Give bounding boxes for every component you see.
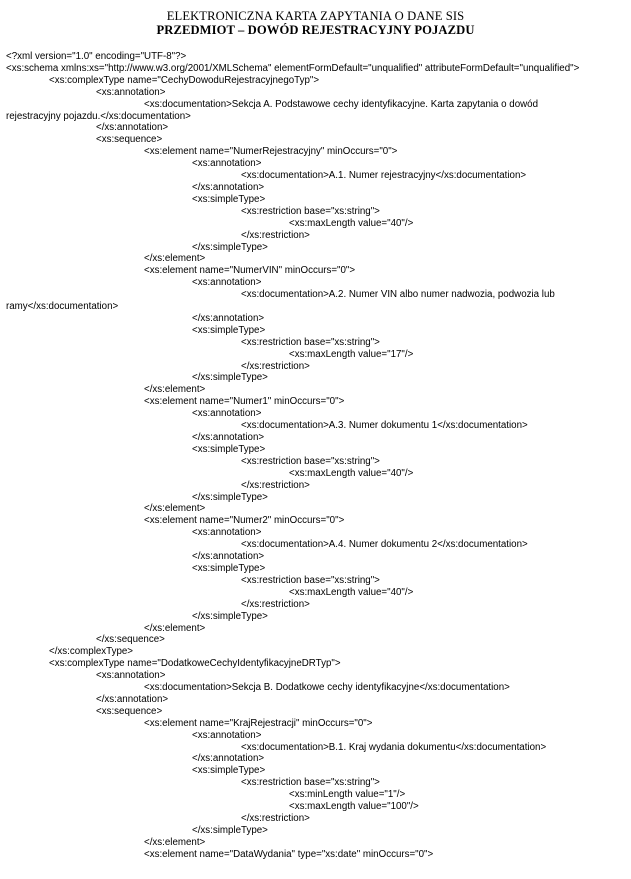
xml-line: <xs:restriction base="xs:string">	[241, 336, 380, 348]
xml-line: </xs:restriction>	[241, 479, 310, 491]
xml-line: <xs:maxLength value="40"/>	[289, 467, 414, 479]
xml-line: </xs:annotation>	[192, 432, 265, 443]
xml-line: </xs:simpleType>	[192, 610, 268, 622]
xml-line: rejestracyjny pojazdu.</xs:documentation>	[6, 110, 191, 122]
xml-line: </xs:annotation>	[192, 753, 265, 765]
xml-line: </xs:restriction>	[241, 360, 310, 372]
xml-line: <xs:restriction base="xs:string">	[241, 777, 380, 789]
document-subtitle: PRZEDMIOT – DOWÓD REJESTRACYJNY POJAZDU	[156, 23, 475, 37]
xml-line: <xs:annotation>	[192, 277, 262, 289]
xml-line: </xs:simpleType>	[192, 241, 268, 253]
xml-line: <xs:documentation>A.2. Numer VIN albo numer nadwozia, podwozia lub	[241, 289, 555, 301]
xml-line: <xs:simpleType>	[192, 562, 266, 574]
xml-line: <xs:sequence>	[96, 705, 163, 717]
xml-line: </xs:simpleType>	[192, 491, 268, 503]
xml-line: <xs:maxLength value="17"/>	[289, 348, 414, 360]
xml-line: <xs:simpleType>	[192, 324, 266, 336]
xml-line: <xs:maxLength value="100"/>	[289, 801, 419, 813]
xml-line: <xs:annotation>	[192, 527, 262, 539]
xml-line: <xs:element name="Numer2" minOccurs="0">	[144, 515, 345, 527]
xml-line: <xs:annotation>	[192, 729, 262, 741]
xml-line: <xs:simpleType>	[192, 765, 266, 777]
xml-line: <xs:annotation>	[96, 86, 166, 98]
xml-line: <xs:sequence>	[96, 134, 163, 146]
xml-line: </xs:simpleType>	[192, 824, 268, 836]
xml-line: </xs:element>	[144, 622, 206, 634]
xml-line: <xs:documentation>Sekcja A. Podstawowe cechy identyfikacyjne. Karta zapytania o dowód	[144, 98, 539, 110]
document-header	[0, 0, 631, 37]
xml-line: </xs:annotation>	[192, 181, 265, 193]
xml-line: <xs:complexType name="CechyDowoduRejestracyjnegoTyp">	[49, 74, 320, 86]
xml-line: </xs:annotation>	[96, 693, 169, 705]
xml-line: <?xml version="1.0" encoding="UTF-8"?>	[6, 51, 187, 62]
xml-line: </xs:sequence>	[96, 634, 165, 646]
xml-line: </xs:element>	[144, 384, 206, 396]
xml-line: <xs:complexType name="DodatkoweCechyIdentyfikacyjneDRTyp">	[49, 658, 341, 670]
xml-line: </xs:annotation>	[192, 551, 265, 563]
xml-line: <xs:element name="KrajRejestracji" minOccurs="0">	[144, 717, 373, 729]
xml-line: <xs:restriction base="xs:string">	[241, 455, 380, 467]
xml-line: <xs:maxLength value="40"/>	[289, 217, 414, 229]
xml-line: <xs:maxLength value="40"/>	[289, 586, 414, 598]
xml-line: <xs:simpleType>	[192, 443, 266, 455]
xml-line: <xs:restriction base="xs:string">	[241, 205, 380, 217]
xml-line: </xs:simpleType>	[192, 372, 268, 384]
xml-line: </xs:element>	[144, 253, 206, 265]
xml-line: ramy</xs:documentation>	[6, 301, 119, 313]
xml-line: </xs:element>	[144, 836, 206, 848]
xml-line: </xs:restriction>	[241, 598, 310, 610]
xml-line: <xs:schema xmlns:xs="http://www.w3.org/2001/XMLSchema" elementFormDefault="unqualified" attributeFormDefault="unqualified">	[6, 62, 580, 74]
xml-line: <xs:restriction base="xs:string">	[241, 574, 380, 586]
xml-line: </xs:restriction>	[241, 229, 310, 241]
xml-line: <xs:annotation>	[96, 670, 166, 682]
xml-line: </xs:annotation>	[96, 122, 169, 134]
document-title: ELEKTRONICZNA KARTA ZAPYTANIA O DANE SIS	[166, 9, 465, 23]
xml-line: <xs:annotation>	[192, 158, 262, 170]
xml-line: <xs:documentation>A.3. Numer dokumentu 1</xs:documentation>	[241, 420, 528, 432]
xml-line: <xs:element name="NumerVIN" minOccurs="0">	[144, 265, 356, 277]
xml-line: <xs:simpleType>	[192, 193, 266, 205]
xml-schema-listing	[6, 51, 631, 861]
xml-line: <xs:documentation>Sekcja B. Dodatkowe cechy identyfikacyjne</xs:documentation>	[144, 682, 510, 694]
xml-line: <xs:element name="Numer1" minOccurs="0">	[144, 396, 345, 408]
xml-line: </xs:complexType>	[49, 646, 133, 658]
xml-line: </xs:restriction>	[241, 813, 310, 824]
xml-line: <xs:annotation>	[192, 408, 262, 420]
xml-line: </xs:annotation>	[192, 312, 265, 324]
xml-line: <xs:element name="DataWydania" type="xs:date" minOccurs="0">	[144, 848, 434, 860]
xml-line: <xs:documentation>A.4. Numer dokumentu 2</xs:documentation>	[241, 539, 528, 551]
xml-line: <xs:minLength value="1"/>	[289, 789, 406, 801]
xml-line: </xs:element>	[144, 503, 206, 515]
xml-line: <xs:documentation>B.1. Kraj wydania dokumentu</xs:documentation>	[241, 741, 547, 753]
xml-line: <xs:element name="NumerRejestracyjny" minOccurs="0">	[144, 146, 398, 158]
xml-line: <xs:documentation>A.1. Numer rejestracyjny</xs:documentation>	[241, 170, 527, 182]
